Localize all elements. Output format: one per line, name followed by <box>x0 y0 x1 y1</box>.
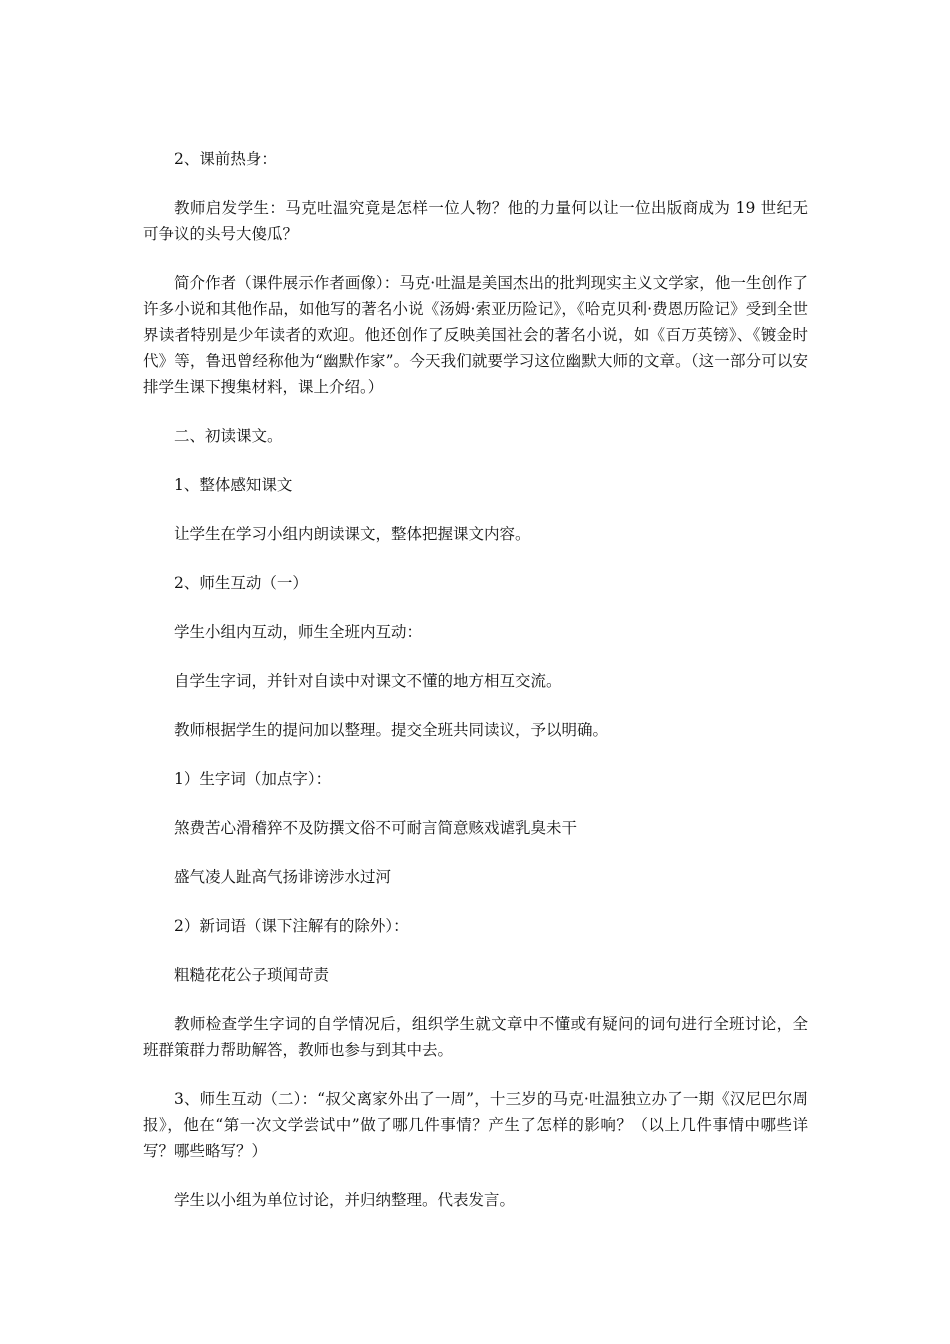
subheading-overall-perception: 1、整体感知课文 <box>174 476 293 494</box>
document-body <box>143 146 808 1236</box>
paragraph-teacher-check: 教师检查学生字词的自学情况后，组织学生就文章中不懂或有疑问的词句进行全班讨论，全班群策群力帮助解答，教师也参与到其中去。 <box>143 1015 808 1059</box>
paragraph-teacher-prompt: 教师启发学生：马克吐温究竟是怎样一位人物？他的力量何以让一位出版商成为 19 世纪无可争议的头号大傻瓜？ <box>143 199 808 243</box>
paragraph-author-intro: 简介作者（课件展示作者画像）：马克·吐温是美国杰出的批判现实主义文学家，他一生创作了许多小说和其他作品，如他写的著名小说《汤姆·索亚历险记》，《哈克贝利·费恩历险记》受到全世界读者特别是少年读者的欢迎。他还创作了反映美国社会的著名小说，如《百万英镑》、《镀金时代》等，鲁迅曾经称他为“幽默作家”。今天我们就要学习这位幽默大师的文章。（这一部分可以安排学生课下搜集材料，课上介绍。） <box>143 274 808 396</box>
paragraph-self-study: 自学生字词，并针对自读中对课文不懂的地方相互交流。 <box>174 672 562 690</box>
paragraph-group-interaction: 学生小组内互动，师生全班内互动： <box>174 623 423 641</box>
subheading-new-characters: 1）生字词（加点字）： <box>174 770 332 788</box>
paragraph-group-reading: 让学生在学习小组内朗读课文，整体把握课文内容。 <box>174 525 531 543</box>
vocabulary-list-two: 盛气凌人趾高气扬诽谤涉水过河 <box>174 868 392 886</box>
vocabulary-list-three: 粗糙花花公子琐闻苛责 <box>174 966 330 984</box>
section-heading-first-reading: 二、初读课文。 <box>174 427 283 445</box>
subheading-new-words: 2）新词语（课下注解有的除外）： <box>174 917 409 935</box>
paragraph-group-discussion: 学生以小组为单位讨论，并归纳整理。代表发言。 <box>174 1191 516 1209</box>
paragraph-interaction-two: 3、师生互动（二）：“叔父离家外出了一周”，十三岁的马克·吐温独立办了一期《汉尼巴尔周报》，他在“第一次文学尝试中”做了哪几件事情？产生了怎样的影响？（以上几件事情中哪些详写？哪些略写？） <box>143 1090 808 1160</box>
vocabulary-list-one: 煞费苦心滑稽猝不及防撰文俗不可耐言简意赅戏谑乳臭未干 <box>174 819 578 837</box>
subheading-interaction-one: 2、师生互动（一） <box>174 574 308 592</box>
paragraph-teacher-organize: 教师根据学生的提问加以整理。提交全班共同读议，予以明确。 <box>174 721 609 739</box>
section-heading-warmup: 2、课前热身： <box>174 150 277 168</box>
